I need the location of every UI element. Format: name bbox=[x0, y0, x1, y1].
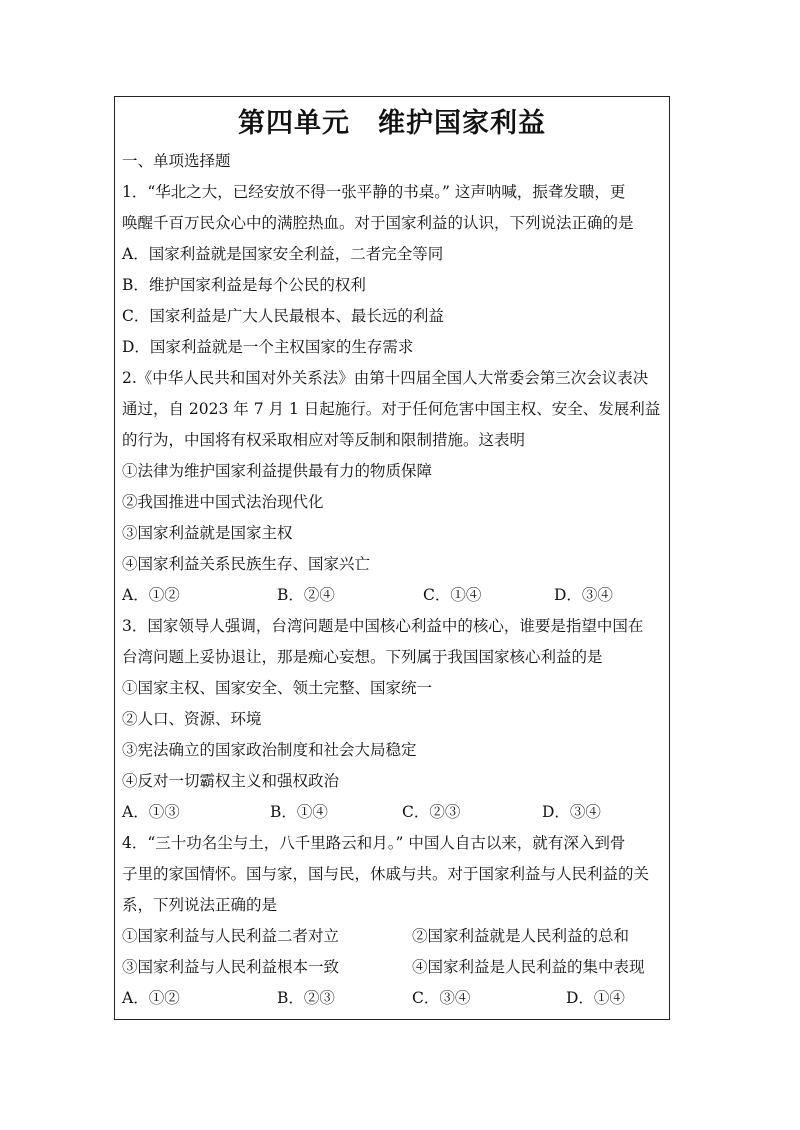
section-heading: 一、单项选择题 bbox=[122, 152, 231, 170]
q4-statement-1: ①国家利益与人民利益二者对立 bbox=[122, 927, 340, 945]
q2-stem-line1: 2.《中华人民共和国对外关系法》由第十四届全国人大常委会第三次会议表决 bbox=[122, 369, 649, 387]
q4-statement-3: ③国家利益与人民利益根本一致 bbox=[122, 958, 340, 976]
q4-stem-line2: 子里的家国情怀。国与家，国与民，休戚与共。对于国家利益与人民利益的关 bbox=[122, 865, 650, 883]
q3-statement-3: ③宪法确立的国家政治制度和社会大局稳定 bbox=[122, 741, 417, 759]
q2-statement-4: ④国家利益关系民族生存、国家兴亡 bbox=[122, 555, 371, 573]
q2-statement-3: ③国家利益就是国家主权 bbox=[122, 524, 293, 542]
q2-option-a: A．①② bbox=[122, 586, 180, 604]
q2-statement-1: ①法律为维护国家利益提供最有力的物质保障 bbox=[122, 462, 433, 480]
q1-stem-line1: 1．“华北之大，已经安放不得一张平静的书桌。” 这声呐喊，振聋发聩，更 bbox=[122, 183, 626, 201]
q1-option-a: A．国家利益就是国家安全利益，二者完全等同 bbox=[122, 245, 444, 263]
q4-stem-line3: 系，下列说法正确的是 bbox=[122, 896, 278, 914]
q2-option-d: D．③④ bbox=[554, 586, 613, 604]
q2-stem-line3: 的行为，中国将有权采取相应对等反制和限制措施。这表明 bbox=[122, 431, 526, 449]
q3-statement-4: ④反对一切霸权主义和强权政治 bbox=[122, 772, 340, 790]
q1-option-d: D．国家利益就是一个主权国家的生存需求 bbox=[122, 338, 414, 356]
q2-option-b: B．②④ bbox=[277, 586, 335, 604]
page-title: 第四单元 维护国家利益 bbox=[238, 108, 546, 139]
q3-option-d: D．③④ bbox=[542, 803, 601, 821]
q1-option-b: B．维护国家利益是每个公民的权利 bbox=[122, 276, 366, 294]
q4-option-c: C．③④ bbox=[412, 989, 471, 1007]
q3-statement-1: ①国家主权、国家安全、领土完整、国家统一 bbox=[122, 679, 433, 697]
q2-option-c: C．①④ bbox=[423, 586, 482, 604]
q4-option-b: B．②③ bbox=[277, 989, 335, 1007]
q4-option-a: A．①② bbox=[122, 989, 180, 1007]
q4-stem-line1: 4．“三十功名尘与土，八千里路云和月。” 中国人自古以来，就有深入到骨 bbox=[122, 834, 626, 852]
q4-statement-4: ④国家利益是人民利益的集中表现 bbox=[412, 958, 645, 976]
q3-option-b: B．①④ bbox=[270, 803, 328, 821]
q2-stem-line2: 通过，自 2023 年 7 月 1 日起施行。对于任何危害中国主权、安全、发展利益 bbox=[122, 400, 661, 418]
q4-statement-2: ②国家利益就是人民利益的总和 bbox=[412, 927, 630, 945]
q1-stem-line2: 唤醒千百万民众心中的满腔热血。对于国家利益的认识，下列说法正确的是 bbox=[122, 214, 634, 232]
worksheet-frame bbox=[114, 96, 670, 1020]
q3-statement-2: ②人口、资源、环境 bbox=[122, 710, 262, 728]
q3-option-a: A．①③ bbox=[122, 803, 180, 821]
q3-stem-line2: 台湾问题上妥协退让，那是痴心妄想。下列属于我国国家核心利益的是 bbox=[122, 648, 603, 666]
q3-option-c: C．②③ bbox=[402, 803, 461, 821]
q4-option-d: D．①④ bbox=[566, 989, 625, 1007]
q3-stem-line1: 3．国家领导人强调，台湾问题是中国核心利益中的核心，谁要是指望中国在 bbox=[122, 617, 644, 635]
q2-statement-2: ②我国推进中国式法治现代化 bbox=[122, 493, 324, 511]
q1-option-c: C．国家利益是广大人民最根本、最长远的利益 bbox=[122, 307, 444, 325]
